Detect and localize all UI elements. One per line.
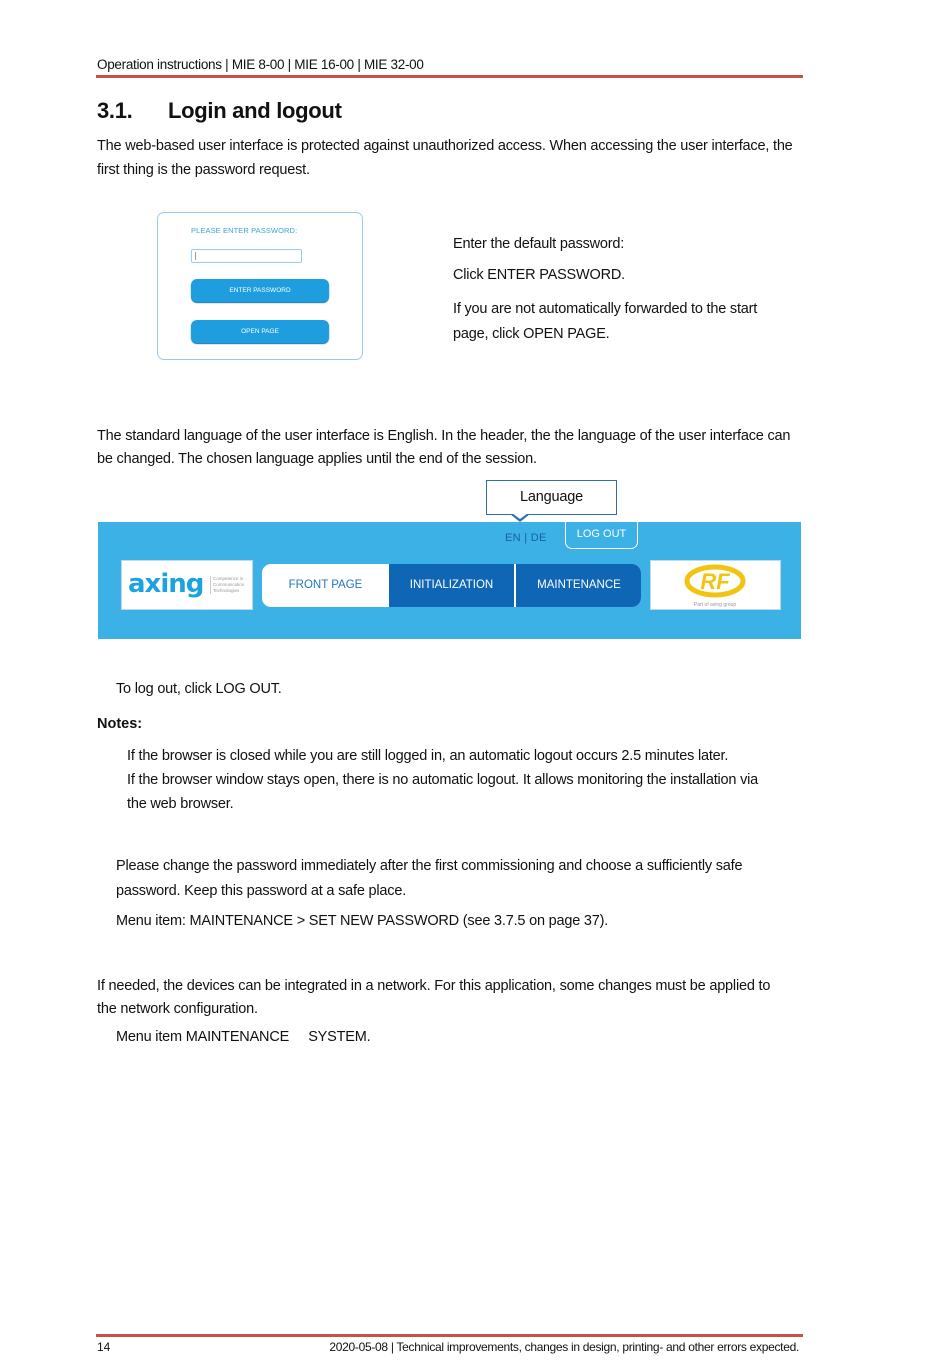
language-line-2: be changed. The chosen language applies until the end of the session. xyxy=(97,451,537,467)
running-header: Operation instructions | MIE 8-00 | MIE 16-00 | MIE 32-00 xyxy=(97,57,424,72)
page-number: 14 xyxy=(97,1340,111,1354)
nav-maintenance[interactable]: MAINTENANCE xyxy=(515,564,641,607)
language-line-1: The standard language of the user interface is English. In the header, the the language of the user interface can xyxy=(97,428,791,444)
note-line-2: If the browser window stays open, there is no automatic logout. It allows monitoring the installation via xyxy=(127,772,759,788)
network-line-2: the network configuration. xyxy=(97,1001,258,1017)
password-label: PLEASE ENTER PASSWORD: xyxy=(191,226,298,235)
nav-front-page[interactable]: FRONT PAGE xyxy=(288,579,363,591)
section-number: 3.1. xyxy=(97,98,133,123)
instruction-open-page-line-2: page, click OPEN PAGE. xyxy=(453,326,610,342)
text-caret xyxy=(195,252,196,260)
password-note-line-1: Please change the password immediately after the first commissioning and choose a sufficiently safe xyxy=(116,858,743,874)
instruction-open-page xyxy=(453,297,757,347)
axing-logo-tagline: Competence in Communication Technologies xyxy=(210,576,255,594)
axing-logo xyxy=(121,560,253,610)
password-menu-item: Menu item: MAINTENANCE > SET NEW PASSWORD (see 3.7.5 on page 37). xyxy=(116,913,609,929)
notes-title: Notes: xyxy=(97,716,143,732)
network-paragraph xyxy=(97,975,770,1021)
instruction-default-password: Enter the default password: xyxy=(453,236,625,252)
callout-pointer-inner xyxy=(512,513,528,519)
logout-instruction: To log out, click LOG OUT. xyxy=(116,681,282,697)
language-callout: Language xyxy=(486,480,617,515)
password-note xyxy=(116,854,742,904)
rf-logo-graphic xyxy=(651,561,780,609)
lang-de-link[interactable]: DE xyxy=(530,532,547,544)
intro-line-2: first thing is the password request. xyxy=(97,162,310,178)
footer-rule xyxy=(96,1334,803,1337)
nav-initialization[interactable]: INITIALIZATION xyxy=(389,564,514,607)
open-page-button[interactable]: OPEN PAGE xyxy=(191,320,329,343)
language-paragraph xyxy=(97,425,790,471)
note-line-1: If the browser is closed while you are still logged in, an automatic logout occurs 2.5 minutes later. xyxy=(127,748,729,764)
section-heading xyxy=(97,98,342,124)
password-input[interactable] xyxy=(191,249,302,263)
rf-logo-tagline: Part of axing group xyxy=(693,602,737,608)
section-title: Login and logout xyxy=(168,98,342,123)
instruction-open-page-line-1: If you are not automatically forwarded to the start xyxy=(453,301,758,317)
rf-logo xyxy=(650,560,781,610)
lang-en-link[interactable]: EN xyxy=(505,532,521,544)
language-switch xyxy=(505,532,547,544)
footer-text: 2020-05-08 | Technical improvements, changes in design, printing- and other errors expected. xyxy=(329,1340,799,1354)
logout-button[interactable]: LOG OUT xyxy=(565,522,638,549)
network-line-1: If needed, the devices can be integrated in a network. For this application, some changes must be applied to xyxy=(97,978,771,994)
enter-password-button[interactable]: ENTER PASSWORD xyxy=(191,279,329,302)
instruction-click-enter: Click ENTER PASSWORD. xyxy=(453,267,625,283)
network-menu-item: Menu item MAINTENANCE SYSTEM. xyxy=(116,1029,371,1045)
axing-logo-text: axing xyxy=(128,569,204,599)
notes-body xyxy=(127,744,758,816)
header-rule xyxy=(96,75,803,78)
password-note-line-2: password. Keep this password at a safe place. xyxy=(116,883,407,899)
rf-logo-text: RF xyxy=(700,569,730,594)
intro-paragraph xyxy=(97,134,793,182)
main-nav xyxy=(262,564,641,607)
lang-separator: | xyxy=(524,532,528,544)
intro-line-1: The web-based user interface is protected against unauthorized access. When accessing the user interface, the xyxy=(97,138,793,154)
note-line-3: the web browser. xyxy=(127,796,234,812)
